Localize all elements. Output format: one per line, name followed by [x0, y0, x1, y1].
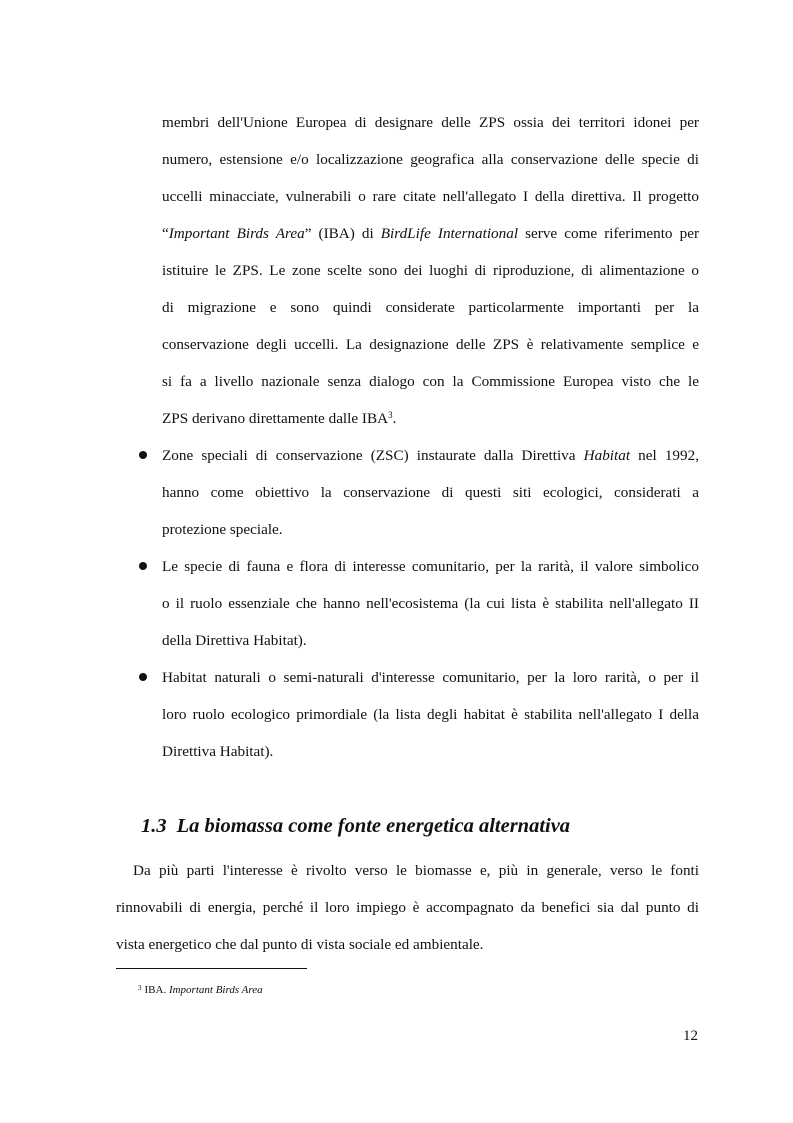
text-line: si fa a livello nazionale senza dialogo con la Commissione Europea visto che le [162, 373, 699, 390]
text-line: uccelli minacciate, vulnerabili o rare citate nell'allegato I della direttiva. Il progetto [162, 188, 699, 205]
section-number: 1.3 [141, 815, 167, 837]
text-line: o il ruolo essenziale che hanno nell'ecosistema (la cui lista è stabilita nell'allegato II [162, 595, 699, 612]
text-line: della Direttiva Habitat). [162, 632, 307, 649]
bullet-icon [139, 562, 147, 570]
footnote [138, 982, 263, 998]
text-line: Direttiva Habitat). [162, 743, 274, 760]
text-line: rinnovabili di energia, perché il loro impiego è accompagnato da benefici sia dal punto di [116, 899, 699, 916]
iba-italic: Important Birds Area [168, 225, 305, 242]
section-heading [141, 806, 701, 846]
continued-bullet-text [162, 104, 699, 437]
footnote-reference[interactable]: 3 [388, 410, 393, 420]
text-line: protezione speciale. [162, 521, 283, 538]
footnote-divider [116, 968, 307, 969]
bullet-icon [139, 451, 147, 459]
text-line: di migrazione e sono quindi considerate particolarmente importanti per la [162, 299, 699, 316]
text-line: membri dell'Unione Europea di designare delle ZPS ossia dei territori idonei per [162, 114, 699, 131]
list-item [130, 659, 699, 770]
footnote-italic: Important Birds Area [168, 984, 263, 996]
text-line [162, 215, 699, 252]
list-item [130, 437, 699, 548]
text-line: vista energetico che dal punto di vista sociale ed ambientale. [116, 936, 484, 953]
bullet-icon [139, 673, 147, 681]
text-fragment: nel 1992, [630, 447, 700, 464]
text-fragment: ” (IBA) di [304, 225, 381, 242]
text-line: conservazione degli uccelli. La designazione delle ZPS è relativamente semplice e [162, 336, 699, 353]
text-fragment: serve come riferimento per [518, 225, 699, 242]
text-line: loro ruolo ecologico primordiale (la lista degli habitat è stabilita nell'allegato I della [162, 706, 699, 723]
text-line: numero, estensione e/o localizzazione geografica alla conservazione delle specie di [162, 151, 699, 168]
text-line: Habitat naturali o semi-naturali d'interesse comunitario, per la loro rarità, o per il [162, 669, 699, 686]
text-line [162, 400, 699, 437]
text-line: istituire le ZPS. Le zone scelte sono dei luoghi di riproduzione, di alimentazione o [162, 262, 699, 279]
footnote-marker: 3 [138, 984, 142, 992]
text-line: hanno come obiettivo la conservazione di questi siti ecologici, considerati a [162, 484, 699, 501]
section-title: La biomassa come fonte energetica alternativa [176, 815, 571, 837]
bullet-list [130, 437, 699, 770]
list-item [130, 548, 699, 659]
page-number: 12 [683, 1028, 698, 1044]
text-line: Da più parti l'interesse è rivolto verso le biomasse e, più in generale, verso le fonti [133, 862, 699, 879]
birdlife-italic: BirdLife International [380, 225, 519, 242]
text-line: Le specie di fauna e flora di interesse comunitario, per la rarità, il valore simbolico [162, 558, 699, 575]
text-fragment: Zone speciali di conservazione (ZSC) instaurate dalla Direttiva [162, 447, 584, 464]
body-paragraph [116, 852, 699, 963]
text-fragment: ZPS derivano direttamente dalle IBA [162, 410, 389, 427]
text-fragment: . [392, 410, 397, 427]
footnote-label: IBA. [144, 984, 169, 996]
open-quote: “ [162, 225, 169, 242]
habitat-italic: Habitat [583, 447, 631, 464]
text-line [162, 437, 699, 474]
